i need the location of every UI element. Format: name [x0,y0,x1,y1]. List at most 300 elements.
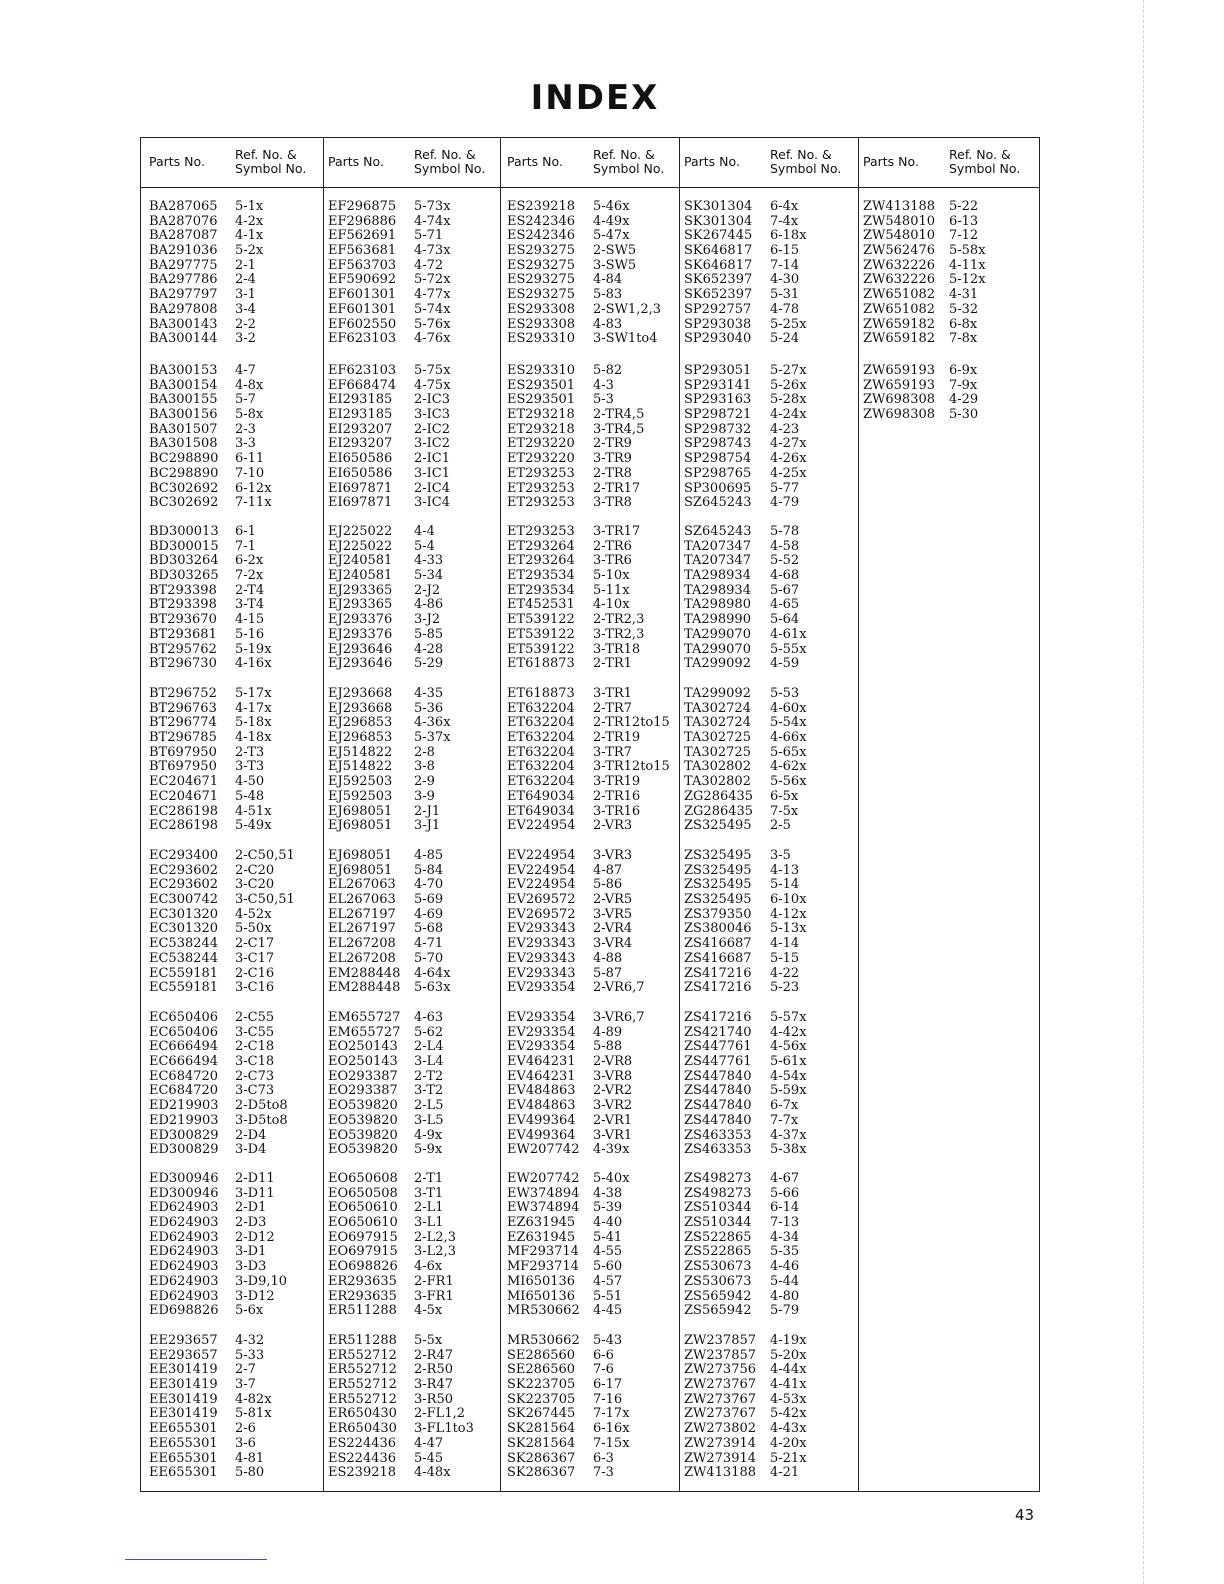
ref-symbol-no: 5-64 [770,612,800,628]
ref-symbol-no: 4-42x [770,1024,807,1040]
ref-symbol-no: 2-D1 [235,1200,267,1216]
ref-symbol-no: 5-10x [593,568,630,584]
ref-symbol-no: 5-13x [770,921,807,937]
parts-no: ED624903 [149,1259,219,1275]
ref-symbol-no: 4-36x [414,715,451,731]
ref-symbol-no: 4-56x [770,1039,807,1055]
ref-symbol-no: 3-TR17 [593,524,641,539]
parts-no: BA300143 [149,316,218,332]
ref-symbol-no: 4-57 [593,1273,623,1289]
header-ref-symbol-no [593,148,664,176]
parts-no: ET293218 [507,421,575,437]
ref-symbol-no: 2-TR17 [593,480,641,496]
ref-symbol-no: 3-C20 [235,877,275,893]
ref-symbol-no: 3-TR7 [593,744,632,760]
ref-symbol-no: 3-9 [414,788,435,804]
parts-no: EW207742 [507,1142,580,1158]
ref-symbol-no: 2-VR6,7 [593,980,645,996]
ref-symbol-no: 4-67 [770,1171,800,1186]
header-parts-no: Parts No. [684,154,740,169]
parts-no: TA299070 [684,626,751,642]
ref-symbol-no: 3-T4 [235,597,265,613]
ref-symbol-no: 5-18x [235,715,272,731]
ref-symbol-no: 5-65x [770,744,807,760]
ref-symbol-no: 5-4 [414,538,435,554]
ref-symbol-no: 3-D5to8 [235,1112,288,1128]
ref-symbol-no: 7-15x [593,1435,630,1451]
parts-no: EC293400 [149,848,219,863]
ref-symbol-no: 4-39x [593,1142,630,1158]
parts-no: ZS522865 [684,1244,752,1260]
ref-symbol-no: 7-3 [593,1465,614,1481]
parts-no: BD303265 [149,568,219,584]
parts-no: BC302692 [149,480,219,496]
ref-symbol-no: 4-74x [414,213,451,229]
ref-symbol-no: 4-52x [235,906,272,922]
ref-symbol-no: 5-80 [235,1465,265,1481]
parts-no: ZW698308 [863,407,936,423]
ref-symbol-no: 2-L1 [414,1200,444,1216]
ref-symbol-no: 6-11 [235,451,265,467]
parts-no: ET293534 [507,568,575,584]
header-parts-no: Parts No. [149,154,205,169]
ref-symbol-no: 5-62 [414,1024,444,1040]
parts-no: EE301419 [149,1391,218,1407]
parts-no: ED624903 [149,1200,219,1216]
ref-symbol-no: 4-24x [770,407,807,423]
ref-symbol-no: 6-10x [770,892,807,908]
parts-no: SK286367 [507,1450,576,1466]
ref-symbol-no: 4-35 [414,686,444,701]
ref-symbol-no: 4-32 [235,1333,265,1348]
parts-no: TA302725 [684,730,751,746]
ref-symbol-no: 2-IC3 [414,392,451,408]
ref-symbol-no: 2-TR1 [593,656,632,672]
ref-symbol-no: 5-6x [235,1303,264,1319]
parts-no: EV464231 [507,1054,576,1070]
ref-symbol-no: 4-5x [414,1303,443,1319]
ref-symbol-no: 2-TR6 [593,538,632,554]
ref-symbol-no: 3-D12 [235,1288,275,1304]
parts-no: SK301304 [684,199,753,214]
parts-no: EJ293668 [328,686,393,701]
header-ref-line1: Ref. No. & [235,147,297,162]
page-edge-rule [1143,0,1144,1584]
ref-symbol-no: 4-81 [235,1450,265,1466]
ref-symbol-no: 2-R50 [414,1362,453,1378]
parts-no: EV224954 [507,818,576,834]
parts-no: EO250143 [328,1054,398,1070]
parts-no: BT296763 [149,700,217,716]
parts-no: EJ240581 [328,553,393,569]
parts-no: ZW237857 [684,1347,757,1363]
parts-no: ES293275 [507,272,576,288]
ref-symbol-no: 2-C73 [235,1068,275,1084]
ref-symbol-no: 5-60 [593,1259,623,1275]
parts-no: BT296785 [149,730,217,746]
ref-symbol-no: 5-54x [770,715,807,731]
ref-symbol-no: 4-86 [414,597,444,613]
parts-no: ZS510344 [684,1215,752,1231]
ref-symbol-no: 5-75x [414,363,451,378]
parts-no: EV484863 [507,1098,576,1114]
parts-no: ZS379350 [684,906,752,922]
parts-no: ET632204 [507,730,575,746]
parts-no: BA300144 [149,331,218,347]
parts-no: EJ698051 [328,818,393,834]
ref-symbol-no: 5-79 [770,1303,800,1319]
ref-symbol-no: 6-16x [593,1421,630,1437]
ref-symbol-no: 5-37x [414,730,451,746]
ref-symbol-no: 4-65 [770,597,800,613]
ref-symbol-no: 4-64x [414,965,451,981]
ref-symbol-no: 3-T2 [414,1083,444,1099]
ref-symbol-no: 3-6 [235,1435,256,1451]
parts-no: EI650586 [328,451,393,467]
parts-no: EC559181 [149,965,219,981]
parts-no: ET632204 [507,700,575,716]
parts-no: TA298934 [684,568,751,584]
ref-symbol-no: 4-72 [414,257,444,273]
parts-no: ES293275 [507,257,576,273]
ref-symbol-no: 2-TR12to15 [593,715,670,731]
ref-symbol-no: 4-44x [770,1362,807,1378]
ref-symbol-no: 4-9x [414,1127,443,1143]
ref-symbol-no: 2-VR5 [593,892,633,908]
parts-no: SK281564 [507,1435,576,1451]
ref-symbol-no: 5-24 [770,331,800,347]
parts-no: EZ631945 [507,1215,576,1231]
ref-symbol-no: 2-IC4 [414,480,451,496]
parts-no: EV484863 [507,1083,576,1099]
ref-symbol-no: 4-70 [414,877,444,893]
parts-no: ZS380046 [684,921,752,937]
parts-no: EO539820 [328,1142,398,1158]
parts-no: ES293310 [507,363,576,378]
parts-no: ET293253 [507,495,575,511]
ref-symbol-no: 5-82 [593,363,623,378]
ref-symbol-no: 7-12 [949,228,979,244]
ref-symbol-no: 5-53 [770,686,800,701]
parts-no: TA299070 [684,641,751,657]
ref-symbol-no: 5-17x [235,686,272,701]
ref-symbol-no: 4-78 [770,301,800,317]
header-ref-line1: Ref. No. & [949,147,1011,162]
parts-no: EI293185 [328,392,393,408]
parts-no: EF623103 [328,363,397,378]
parts-no: ER552712 [328,1347,397,1363]
column-divider [323,138,324,1491]
parts-no: EC301320 [149,906,219,922]
ref-symbol-no: 2-TR19 [593,730,641,746]
parts-no: ZS530673 [684,1273,752,1289]
parts-no: EJ293376 [328,626,393,642]
parts-no: BT293670 [149,612,217,628]
parts-no: BT295762 [149,641,217,657]
parts-no: ZS325495 [684,818,752,834]
parts-no: EC684720 [149,1068,219,1084]
ref-symbol-no: 3-IC4 [414,495,451,511]
ref-symbol-no: 5-7 [235,392,256,408]
parts-no: EJ225022 [328,524,393,539]
ref-symbol-no: 2-T1 [414,1171,444,1186]
ref-symbol-no: 6-5x [770,788,799,804]
ref-symbol-no: 7-2x [235,568,264,584]
ref-symbol-no: 6-1 [235,524,256,539]
ref-symbol-no: 5-15 [770,950,800,966]
ref-symbol-no: 4-17x [235,700,272,716]
parts-no: ED698826 [149,1303,219,1319]
parts-no: ET539122 [507,626,575,642]
ref-symbol-no: 3-T1 [414,1185,444,1201]
ref-symbol-no: 5-28x [770,392,807,408]
parts-no: EL267063 [328,892,396,908]
ref-symbol-no: 3-TR19 [593,774,641,790]
parts-no: EE655301 [149,1465,218,1481]
ref-symbol-no: 5-44 [770,1273,800,1289]
ref-symbol-no: 4-75x [414,377,451,393]
ref-symbol-no: 6-14 [770,1200,800,1216]
ref-symbol-no: 3-7 [235,1377,256,1393]
ref-symbol-no: 5-3 [593,392,614,408]
parts-no: BT697950 [149,759,217,775]
ref-symbol-no: 6-6 [593,1347,614,1363]
parts-no: EC538244 [149,950,219,966]
parts-no: ZS325495 [684,848,752,863]
parts-no: ED624903 [149,1244,219,1260]
header-parts-no: Parts No. [507,154,563,169]
ref-symbol-no: 5-77 [770,480,800,496]
ref-symbol-no: 5-29 [414,656,444,672]
header-parts-no: Parts No. [328,154,384,169]
parts-no: BT697950 [149,744,217,760]
parts-no: SK267445 [684,228,753,244]
ref-symbol-no: 4-47 [414,1435,444,1451]
ref-symbol-no: 5-22 [949,199,979,214]
parts-no: EJ293365 [328,582,393,598]
ref-symbol-no: 2-SW5 [593,243,637,259]
ref-symbol-no: 7-7x [770,1112,799,1128]
parts-no: BC302692 [149,495,219,511]
parts-no: EJ293646 [328,641,393,657]
parts-no: ED300946 [149,1171,219,1186]
parts-no: ET293218 [507,407,575,423]
ref-symbol-no: 5-5x [414,1333,443,1348]
parts-no: ZW632226 [863,257,936,273]
ref-symbol-no: 5-2x [235,243,264,259]
ref-symbol-no: 4-2x [235,213,264,229]
ref-symbol-no: 5-33 [235,1347,265,1363]
ref-symbol-no: 3-SW5 [593,257,637,273]
ref-symbol-no: 3-D1 [235,1244,267,1260]
ref-symbol-no: 4-87 [593,862,623,878]
header-ref-line1: Ref. No. & [770,147,832,162]
ref-symbol-no: 4-19x [770,1333,807,1348]
parts-no: ET293534 [507,582,575,598]
parts-no: ZS325495 [684,877,752,893]
ref-symbol-no: 2-TR9 [593,436,632,452]
parts-no: ET649034 [507,803,575,819]
ref-symbol-no: 4-66x [770,730,807,746]
header-ref-symbol-no [949,148,1020,176]
ref-symbol-no: 7-5x [770,803,799,819]
parts-no: ZS463353 [684,1127,752,1143]
parts-no: SK646817 [684,257,753,273]
parts-no: EO650608 [328,1171,398,1186]
ref-symbol-no: 4-71 [414,936,444,952]
parts-no: BT296730 [149,656,217,672]
parts-no: ZW698308 [863,392,936,408]
parts-no: EE655301 [149,1435,218,1451]
parts-no: BT296752 [149,686,217,701]
ref-symbol-no: 3-TR9 [593,451,632,467]
ref-symbol-no: 4-34 [770,1229,800,1245]
ref-symbol-no: 4-59 [770,656,800,672]
parts-no: ZW273914 [684,1450,757,1466]
parts-no: ED300829 [149,1142,219,1158]
ref-symbol-no: 5-47x [593,228,630,244]
ref-symbol-no: 2-VR4 [593,921,633,937]
parts-no: EV293343 [507,921,576,937]
ref-symbol-no: 5-31 [770,287,800,303]
ref-symbol-no: 2-1 [235,257,256,273]
ref-symbol-no: 5-23 [770,980,800,996]
ref-symbol-no: 5-68 [414,921,444,937]
parts-no: EO698826 [328,1259,398,1275]
parts-no: ET293264 [507,553,575,569]
parts-no: ER552712 [328,1377,397,1393]
parts-no: ZS447840 [684,1098,752,1114]
parts-no: TA298980 [684,597,751,613]
parts-no: EV499364 [507,1127,576,1143]
parts-no: TA207347 [684,553,751,569]
parts-no: EJ514822 [328,744,393,760]
parts-no: ET649034 [507,788,575,804]
parts-no: ER552712 [328,1362,397,1378]
ref-symbol-no: 3-4 [235,301,256,317]
parts-no: EC204671 [149,788,219,804]
ref-symbol-no: 5-43 [593,1333,623,1348]
parts-no: BT293398 [149,582,217,598]
parts-no: SP293141 [684,377,752,393]
header-ref-line2: Symbol No. [593,161,665,176]
ref-symbol-no: 5-39 [593,1200,623,1216]
ref-symbol-no: 6-9x [949,363,978,378]
ref-symbol-no: 4-4 [414,524,435,539]
parts-no: BA297797 [149,287,218,303]
parts-no: EV293343 [507,965,576,981]
ref-symbol-no: 5-9x [414,1142,443,1158]
parts-no: EC293602 [149,862,219,878]
ref-symbol-no: 3-C50,51 [235,892,295,908]
ref-symbol-no: 2-TR16 [593,788,641,804]
parts-no: EI697871 [328,495,393,511]
ref-symbol-no: 3-IC2 [414,436,451,452]
parts-no: ZS417216 [684,1010,752,1025]
parts-no: MF293714 [507,1244,579,1260]
parts-no: ES293310 [507,331,576,347]
parts-no: EC650406 [149,1010,219,1025]
ref-symbol-no: 4-28 [414,641,444,657]
ref-symbol-no: 4-23 [770,421,800,437]
ref-symbol-no: 4-41x [770,1377,807,1393]
parts-no: EF602550 [328,316,397,332]
parts-no: EJ698051 [328,803,393,819]
ref-symbol-no: 2-L2,3 [414,1229,456,1245]
parts-no: EI293207 [328,421,393,437]
parts-no: ET293253 [507,465,575,481]
parts-no: EJ293376 [328,612,393,628]
ref-symbol-no: 4-8x [235,377,264,393]
ref-symbol-no: 2-5 [770,818,791,834]
ref-symbol-no: 4-31 [949,287,979,303]
parts-no: EE655301 [149,1450,218,1466]
parts-no: EF668474 [328,377,397,393]
parts-no: EV499364 [507,1112,576,1128]
ref-symbol-no: 3-C73 [235,1083,275,1099]
ref-symbol-no: 2-FR1 [414,1273,454,1289]
ref-symbol-no: 5-16 [235,626,265,642]
parts-no: ES293501 [507,377,576,393]
parts-no: ZW632226 [863,272,936,288]
parts-no: ZW651082 [863,301,936,317]
parts-no: BA297786 [149,272,218,288]
parts-no: TA298990 [684,612,751,628]
parts-no: ED624903 [149,1273,219,1289]
parts-no: ET618873 [507,686,575,701]
parts-no: EM288448 [328,980,401,996]
column-divider [858,138,859,1491]
parts-no: BT293681 [149,626,217,642]
ref-symbol-no: 5-70 [414,950,444,966]
header-ref-symbol-no [414,148,485,176]
ref-symbol-no: 7-1 [235,538,256,554]
ref-symbol-no: 4-3 [593,377,614,393]
parts-no: EW207742 [507,1171,580,1186]
ref-symbol-no: 4-53x [770,1391,807,1407]
ref-symbol-no: 4-49x [593,213,630,229]
parts-no: EL267197 [328,906,396,922]
parts-no: EF562691 [328,228,397,244]
parts-no: EO697915 [328,1244,398,1260]
ref-symbol-no: 4-77x [414,287,451,303]
ref-symbol-no: 2-C16 [235,965,275,981]
parts-no: ZS325495 [684,892,752,908]
parts-no: TA302724 [684,700,751,716]
ref-symbol-no: 3-D9,10 [235,1273,288,1289]
parts-no: ZS498273 [684,1185,752,1201]
ref-symbol-no: 2-D5to8 [235,1098,288,1114]
parts-no: EV224954 [507,848,576,863]
parts-no: EC286198 [149,803,219,819]
ref-symbol-no: 5-38x [770,1142,807,1158]
parts-no: BA300153 [149,363,218,378]
parts-no: ET618873 [507,656,575,672]
parts-no: ZS417216 [684,965,752,981]
ref-symbol-no: 6-13 [949,213,979,229]
ref-symbol-no: 4-25x [770,465,807,481]
parts-no: ER511288 [328,1333,397,1348]
parts-no: EC293602 [149,877,219,893]
parts-no: ER552712 [328,1391,397,1407]
ref-symbol-no: 5-30 [949,407,979,423]
parts-no: EF296886 [328,213,397,229]
ref-symbol-no: 3-J2 [414,612,441,628]
ref-symbol-no: 3-8 [414,759,435,775]
ref-symbol-no: 6-8x [949,316,978,332]
ref-symbol-no: 5-66 [770,1185,800,1201]
parts-no: ZG286435 [684,788,754,804]
